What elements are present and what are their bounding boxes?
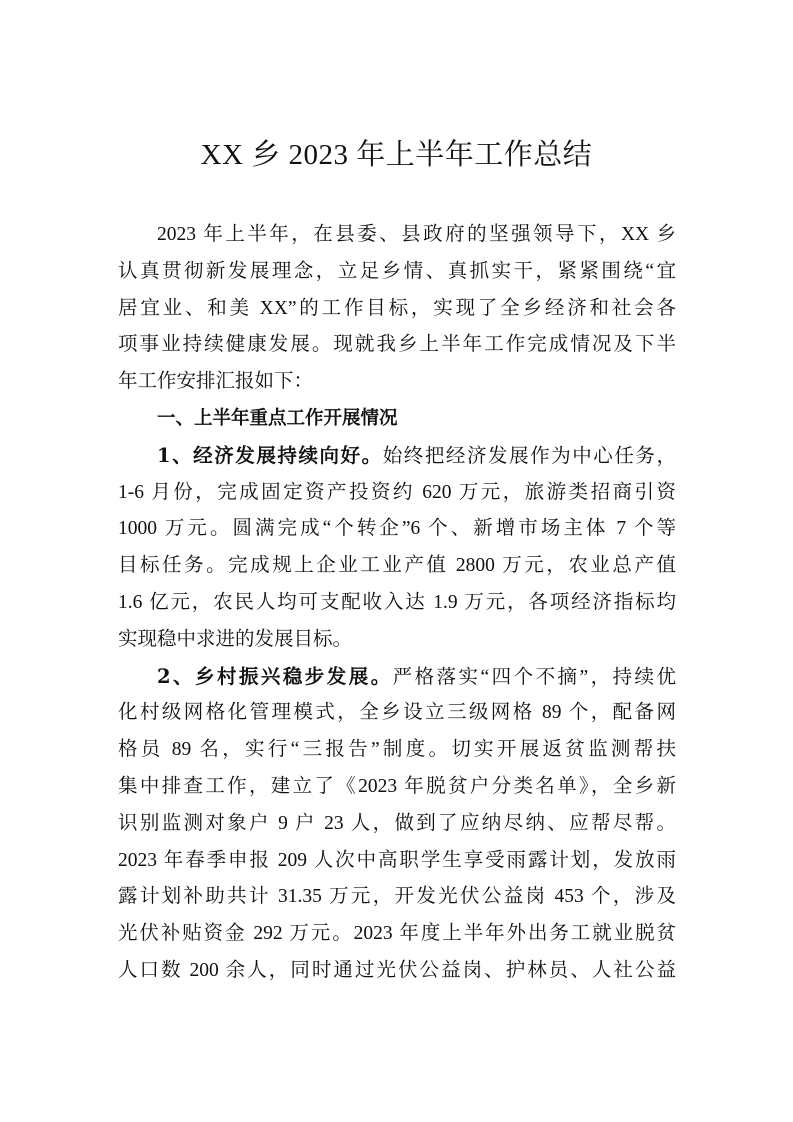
paragraph-line: 识别监测对象户 9 户 23 人，做到了应纳尽纳、应帮尽帮。: [118, 812, 676, 834]
item-first-line: [118, 438, 676, 475]
item-first-line: [118, 659, 676, 696]
intro-line: 2023 年上半年，在县委、县政府的坚强领导下，XX 乡: [157, 224, 676, 245]
paragraph-line: 光伏补贴资金 292 万元。2023 年度上半年外出务工就业脱贫: [118, 923, 676, 945]
item-first-line-rest: 严格落实“四个不摘”，持续优: [392, 666, 676, 688]
paragraph-line: 化村级网格化管理模式，全乡设立三级网格 89 个，配备网: [118, 702, 676, 724]
item-first-line-rest: 始终把经济发展作为中心任务，: [382, 445, 676, 467]
item-lead: 1、经济发展持续向好。: [157, 443, 383, 467]
intro-line: 认真贯彻新发展理念，立足乡情、真抓实干，紧紧围绕“宜: [118, 260, 676, 282]
paragraph-line: 人口数 200 余人，同时通过光伏公益岗、护林员、人社公益: [118, 959, 676, 981]
item-lead: 2、乡村振兴稳步发展。: [157, 664, 393, 688]
intro-line: 居宜业、和美 XX”的工作目标，实现了全乡经济和社会各: [118, 297, 676, 319]
item-rural-revitalization-paragraph: [118, 659, 676, 990]
intro-paragraph: [118, 217, 676, 401]
document-title: XX 乡 2023 年上半年工作总结: [200, 139, 593, 171]
paragraph-line: 目标任务。完成规上企业工业产值 2800 万元，农业总产值: [118, 555, 676, 577]
section-heading: 一、上半年重点工作开展情况: [157, 407, 398, 429]
paragraph-line: 集中排查工作，建立了《2023 年脱贫户分类名单》，全乡新: [118, 775, 676, 797]
paragraph-line: 实现稳中求进的发展目标。: [118, 628, 353, 650]
intro-line: 年工作安排汇报如下：: [118, 371, 314, 393]
paragraph-line: 2023 年春季申报 209 人次中高职学生享受雨露计划，发放雨: [118, 849, 676, 871]
document-body: [118, 217, 676, 990]
paragraph-line: 1-6 月份，完成固定资产投资约 620 万元，旅游类招商引资: [118, 481, 676, 503]
intro-line: 项事业持续健康发展。现就我乡上半年工作完成情况及下半: [118, 334, 676, 356]
paragraph-line: 格员 89 名，实行“三报告”制度。切实开展返贫监测帮扶: [118, 739, 676, 761]
paragraph-line: 1.6 亿元，农民人均可支配收入达 1.9 万元，各项经济指标均: [118, 591, 676, 613]
paragraph-line: 露计划补助共计 31.35 万元，开发光伏公益岗 453 个，涉及: [118, 886, 676, 908]
paragraph-line: 1000 万元。圆满完成“个转企”6 个、新增市场主体 7 个等: [118, 518, 676, 540]
item-economy-paragraph: [118, 438, 676, 659]
